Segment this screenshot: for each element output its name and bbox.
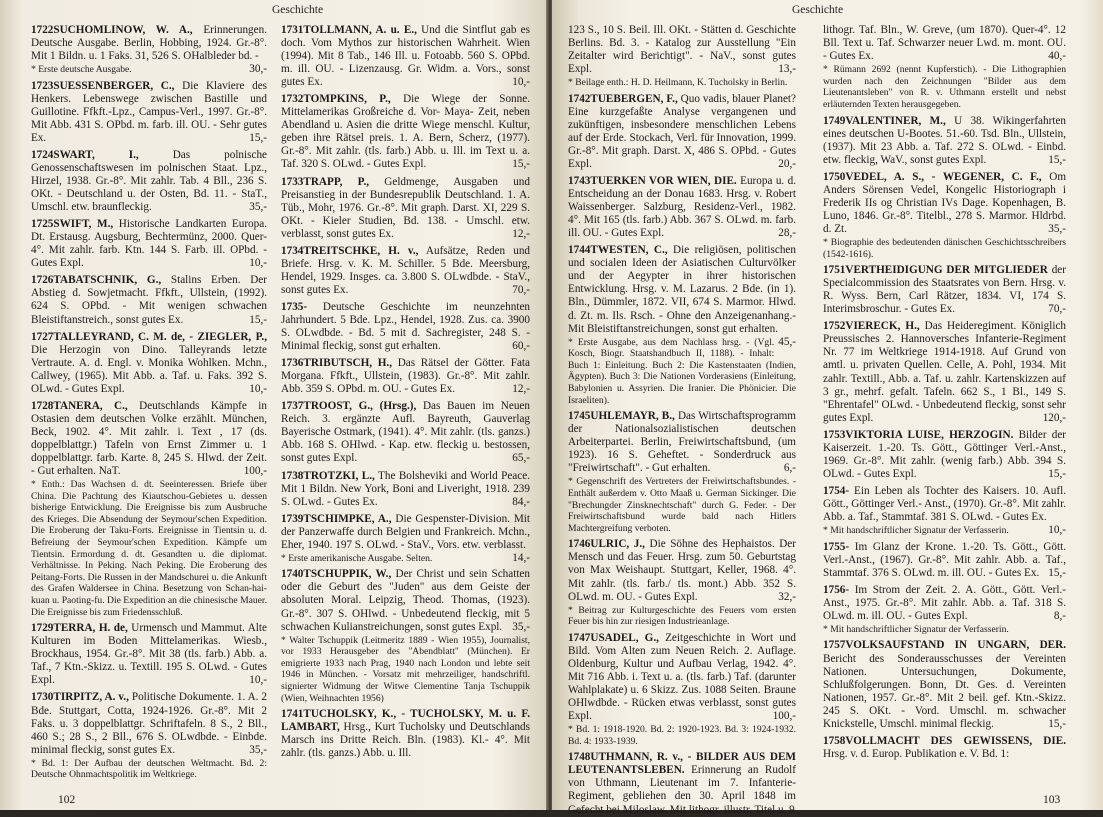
entry-footnote: * Erste deutsche Ausgabe. — [31, 64, 132, 76]
catalog-entry — [823, 115, 1066, 167]
catalog-entry — [281, 245, 530, 297]
entry-heading: ULRIC, J., — [590, 538, 645, 551]
entry-description: Bericht des Sonderausschusses der Vereinten Nationen. Untersuchungen, Dokumente, Schlußfolgerungen. Bonn, Dt. Ges. d. Vereinten Nationen, 1957. Gr.-8°. Mit 2 beil. gef. Ktn.-Skizz. 245 S. OKt. - Vord. Umschl. m. schwacher Knickstelle, Umschl. minimal fleckig. — [823, 652, 1066, 730]
entry-description: Deutsche Geschichte im neunzehnten Jahrhundert. 5 Bde. Lpz., Hendel, 1928. Zus. ca. 3900 S. OLwdbde. - Bd. 5 mit d. Sachregister, 248 S. - Minimal fleckig, sonst gut erhalten. — [281, 300, 531, 353]
entry-heading: TIRPITZ, A. v., — [53, 691, 129, 704]
entry-price: 20,- — [778, 158, 796, 171]
entry-description: U 38. Wikingerfahrten eines deutschen U-Bootes. 51.-60. Tsd. Bln., Ullstein, (1937). Mit 23 Abb. a. Taf. 272 S. OLwd. - Einbd. etw. fleckig, WaV., sonst gutes Expl. — [823, 114, 1067, 166]
entry-description: Hrsg. v. d. Europ. Publikation e. V. Bd. 1: — [823, 747, 1010, 760]
catalog-entry — [31, 274, 267, 326]
entry-heading: TANERA, C., — [53, 399, 128, 412]
entry-heading: TRAPP, P., — [303, 175, 370, 188]
catalog-entry — [823, 24, 1066, 111]
entry-description: Ein Leben als Tochter des Kaisers. 10. Aufl. Gött., Göttinger Verl.- Anst., (1970). Gr.-8°. Mit zahlr. Abb. a. Taf., Stammtaf. 381 S. OLwd. - Gutes Ex. — [823, 484, 1066, 523]
entry-footnote: * Enth.: Das Wachsen d. dt. Seeinteressen. Briefe über China. Die Pachtung des Kiautschou-Gebietes u. dessen bisherige Entwicklung. Die Ereignisse bis zum Ausbruche des Krieges. Die Absendung der Seymour'schen Expedition. Die Eroberung der Taku-Forts. Ereignisse in Tientsin u. d. Befreiung der Seymour'schen Expedition. Kämpfe um Tientsin. Ermordung d. dt. Gesandten u. die diplomat. Verhältnisse. In Peking. Nach Peking. Die Eroberung des Peitang-Forts. Die Russen in der Mandschurei u. die Ankunft des Grafen Waldersee in China. Besetzung von Schan-hai-kuan u. Paoting-fu. Die Expedition an die chinesische Mauer. Die Ereignisse bis zum Friedensschluß. — [31, 479, 267, 618]
entry-description: Bilder der Kaiserzeit. 1.-20. Ts. Gött., Göttinger Verl.-Anst., 1969. Gr.-8°. Mit zahlr. (wenig farb.) Abb. 394 S. OLwd. - Gutes Expl. — [823, 428, 1067, 480]
catalog-entry — [281, 470, 530, 509]
catalog-entry — [31, 218, 267, 270]
entry-description: 123 S., 10 S. Beil. Ill. OKt. - Stätten d. Geschichte Berlins. Bd. 3. - Katalog zur Ausstellung "Ein Zeitalter wird Berichtigt". - NaV., sonst gutes Expl. — [568, 24, 796, 76]
entry-heading: TOMPKINS, P., — [303, 93, 391, 106]
entry-description: Stalins Erben. Der Abstieg d. Sowjetmacht. Ffkft., Ullstein, (1992). 624 S. OPbd. - Mit wenigen schwachen Bleistiftanstreich., sonst gutes Ex. — [31, 274, 267, 326]
entry-description: Das Wirtschaftsprogramm der Nationalsozialistischen deutschen Arbeiterpartei. Berlin, Freiwirtschaftsbund, (um 1923). 16 S. Geheftet. - Sonderdruck aus "Freiwirtschaft". - Gut erhalten. — [568, 410, 796, 475]
entry-price: 15,- — [249, 131, 267, 144]
entry-footnote: * Erste amerikanische Ausgabe. Selten. — [281, 552, 433, 564]
catalog-entry — [281, 176, 530, 241]
entry-number: 1747 — [568, 631, 591, 644]
entry-heading: TRIBUTSCH, H., — [303, 357, 393, 370]
catalog-entry — [568, 538, 796, 627]
entry-number: 1746 — [568, 538, 591, 551]
entry-number: 1757 — [823, 639, 846, 652]
catalog-entry — [31, 149, 267, 214]
entry-price: 70,- — [1048, 303, 1066, 316]
entry-heading: SWART, I., — [53, 148, 139, 161]
entry-price: 35,- — [249, 743, 267, 756]
catalog-entry — [281, 400, 530, 465]
entry-heading: TSCHIMPKE, A., — [303, 512, 392, 525]
entry-description: Die Klaviere des Henkers. Lebenswege zwischen Bastille und Guillotine. Ffkft.-Lpz., Campus-Verl., 1997. Gr.-8°. Mit Abb. 431 S. OPbd. m. farb. ill. OU. - Sehr gutes Ex. — [31, 79, 268, 144]
catalog-entry — [568, 632, 796, 748]
entry-footnote: * Rümann 2692 (nennt Kupferstich). - Die Lithographien wurden nach den Zeichnungen "Bilder aus dem Lieutenantsleben" von R. v. Uthmann erstellt und nebst erläuternden Texten herausgegeben. — [823, 64, 1066, 110]
entry-heading: TROOST, G., (Hrsg.), — [303, 400, 417, 413]
catalog-column-2 — [281, 24, 530, 784]
entry-heading: VALENTINER, M., — [845, 114, 946, 127]
entry-heading: - — [845, 540, 850, 553]
entry-number: 1723 — [31, 79, 54, 92]
catalog-entry — [823, 429, 1066, 481]
entry-price: 120,- — [1042, 411, 1066, 424]
entry-price: 30,- — [249, 63, 267, 76]
catalog-entry — [31, 80, 267, 145]
catalog-entry — [568, 93, 796, 171]
entry-heading: UTHMANN, R. v., - BILDER AUS DEM LEUTENANTSLEBEN. — [568, 751, 796, 777]
entry-number: 1741 — [281, 708, 304, 721]
entry-number: 1742 — [568, 92, 591, 105]
entry-number: 1751 — [823, 264, 846, 277]
entry-price: 35,- — [249, 201, 267, 214]
entry-price: 10,- — [1048, 524, 1066, 537]
entry-description: Erinnerungen. Deutsche Ausgabe. Berlin, Hobbing, 1924. Gr.-8°. Mit 1 Bildn. u. 1 Faks. 31, 526 S. OHalbleder bd. - — [31, 24, 267, 63]
entry-number: 1753 — [823, 428, 846, 441]
entry-description: Im Strom der Zeit. 2. A. Gött., Gött. Verl.-Anst., 1975. Gr.-8°. Mit zahlr. Abb. a. Taf. 318 S. OLwd. m. ill. OU. - Gutes Expl. — [823, 583, 1067, 622]
entry-number: 1732 — [281, 93, 304, 106]
entry-description: Geldmenge, Ausgaben und Preisanstieg in der Bundesrepublik Deutschland. 1. A. Tüb., Mohr, 1976. Gr.-8°. Mit graph. Darst. XI, 229 S. OKt. - Kieler Studien, Bd. 138. - Umschl. etw. verblasst, sonst gutes Ex. — [281, 175, 530, 240]
entry-number: 1745 — [568, 410, 591, 423]
entry-heading: TUCHOLSKY, K., - TUCHOLSKY, M. u. F. LAMBART, — [281, 708, 530, 734]
entry-heading: USADEL, G., — [590, 631, 659, 644]
entry-price: 100,- — [772, 710, 796, 723]
catalog-entry — [823, 735, 1066, 761]
catalog-entry — [823, 541, 1066, 580]
entry-price: 10,- — [249, 257, 267, 270]
entry-description: Die religiösen, politischen und socialen Ideen der Asiatischen Culturvölker und der Aegypter in ihrer historischen Entwicklung. Hrsg. v. M. Lazarus. 2 Bde. (in 1). Bln., Dümmler, 1872. VII, 674 S. Marmor. Hlwd. d. Zt. m. Ils. Rsch. - Ohne den Anzeigenanhang.- Mit Bleistiftanstreichungen, sonst gut erhalten. — [568, 244, 796, 335]
entry-number: 1739 — [281, 512, 304, 525]
entry-number: 1748 — [568, 751, 591, 764]
entry-price: 15,- — [1048, 153, 1066, 166]
catalog-entry — [31, 691, 267, 780]
entry-number: 1758 — [823, 734, 846, 747]
entry-number: 1731 — [281, 24, 304, 36]
catalog-entry — [281, 513, 530, 565]
entry-heading: - — [845, 484, 850, 497]
entry-heading: TREITSCHKE, H. v., — [303, 244, 419, 257]
entry-footnote: * Bd. 1: 1918-1920. Bd. 2: 1920-1923. Bd. 3: 1924-1932. Bd. 4: 1933-1939. — [568, 724, 796, 747]
entry-footnote: * Mit handschriftlicher Signatur der Verfasserin. — [823, 525, 1009, 537]
catalog-column-4 — [823, 24, 1066, 784]
entry-number: 1734 — [281, 244, 304, 257]
catalog-entry — [31, 24, 267, 76]
entry-heading: SUESSENBERGER, C., — [53, 79, 175, 92]
entry-footnote: * Walter Tschuppik (Leitmeritz 1889 - Wien 1955), Journalist, vor 1933 Herausgeber des "Abendblatt" (München). Er emigrierte 1933 nach Prag, 1940 nach London und lebte seit 1946 in München. - Vorsatz mit mehrzeiliger, handschriftl. signierter Widmung der Witwe Clementine Tanja Tschuppik (Wien, Weihnachten 1956) — [281, 634, 530, 704]
entry-description: Historische Landkarten Europa. Dt. Erstausg. Augsburg, Bechtermünz, 2000. Quer-4°. Mit zahlr. farb. Ktn. 144 S. Farb. ill. OPbd. - Gutes Expl. — [31, 218, 267, 270]
entry-number: 1733 — [281, 175, 304, 188]
entry-description: Europa u. d. Entscheidung an der Donau 1683. Hrsg. v. Robert Waissenberger. Salzburg, Residenz-Verl., 1982. 4°. Mit 165 (tls. farb.) Abb. 367 S. OLwd. m. farb. ill. OU. - Gutes Expl. — [568, 175, 796, 240]
entry-description: Hrsg., Kurt Tucholsky und Deutschlands Marsch ins Dritte Reich. Bln. (1983). Kl.- 4°. Mit zahlr. (tls. ganzs.) Abb. u. Ill. — [281, 721, 531, 760]
catalog-entry — [281, 24, 530, 89]
entry-price: 70,- — [512, 283, 530, 296]
entry-heading: SUCHOMLINOW, W. A., — [53, 24, 193, 36]
entry-heading: TABATSCHNIK, G., — [53, 274, 162, 287]
entry-price: 15,- — [512, 158, 530, 171]
entry-price: 15,- — [1048, 566, 1066, 579]
catalog-entry — [823, 639, 1066, 730]
entry-description: lithogr. Taf. Bln., W. Greve, (um 1870). Quer-4°. 12 Bll. Text u. Taf. Schwarzer neuer Lwd. m. mont. OU. - Gutes Ex. — [823, 24, 1066, 63]
entry-number: 1756 — [823, 583, 846, 596]
entry-number: 1726 — [31, 274, 54, 287]
entry-heading: TSCHUPPIK, W., — [303, 568, 392, 581]
catalog-entry — [281, 301, 530, 353]
entry-number: 1722 — [31, 24, 54, 36]
entry-number: 1737 — [281, 400, 304, 413]
entry-price: 35,- — [512, 620, 530, 633]
entry-number: 1730 — [31, 691, 54, 704]
catalog-column-3 — [568, 24, 796, 816]
entry-number: 1729 — [31, 622, 54, 635]
entry-heading: VERTHEIDIGUNG DER MITGLIEDER — [845, 264, 1048, 277]
entry-price: 6,- — [783, 462, 796, 475]
entry-heading: UHLEMAYR, B., — [590, 410, 675, 423]
entry-description: Das Rätsel der Götter. Fata Morgana. Ffkft., Ullstein, (1983). Gr.-8°. Mit zahlr. Abb. 359 S. OPbd. m. OU. - Gutes Ex. — [281, 357, 531, 396]
entry-price: 10,- — [512, 76, 530, 89]
entry-price: 65,- — [512, 452, 530, 465]
catalog-entry — [823, 264, 1066, 316]
entry-number: 1740 — [281, 568, 304, 581]
page-number-right: 103 — [1043, 794, 1061, 806]
catalog-entry — [823, 171, 1066, 260]
entry-price: 32,- — [778, 590, 796, 603]
entry-footnote: * Biographie des bedeutenden dänischen Geschichtsschreibers (1542-1616). — [823, 236, 1066, 260]
entry-price: 12,- — [512, 227, 530, 240]
entry-heading: VOLLMACHT DES GEWISSENS, DIE. — [845, 734, 1066, 747]
entry-footnote: * Erste Ausgabe, aus dem Nachlass hrsg. - (Vgl. Kosch, Biogr. Staatshandbuch II, 1188). - Inhalt: Buch 1: Einleitung. Buch 2: Die Kastenstaaten (Indien, Ägypten). Buch 3: Die Nationen Vorderasiens (Einleitung, Babylonien u. Assyrien. Die Iranier. Die Phönicier. Die Israeliten). — [568, 336, 796, 406]
catalog-entry — [823, 485, 1066, 537]
entry-price: 100,- — [243, 465, 267, 478]
entry-description: Deutschlands Kämpfe in Ostasien dem deutschen Volke erzählt. München, Beck, 1902. 4°. Mit zahlr. i. Text , 17 (ds. doppelblattgr.) Tafeln von Ernst Zimmer u. 1 doppelblattgr. farb. Karte. 8, 245 S. Hlwd. der Zeit. - Gut erhalten. NaT. — [31, 399, 267, 478]
entry-number: 1754 — [823, 484, 846, 497]
entry-price: 15,- — [249, 313, 267, 326]
catalog-entry — [31, 331, 267, 396]
entry-heading: VIERECK, H., — [845, 320, 920, 333]
entry-price: 12,- — [512, 383, 530, 396]
entry-price: 60,- — [512, 340, 530, 353]
right-page — [552, 0, 1103, 816]
entry-heading: VEDEL, A. S., - WEGENER, C. F., — [845, 170, 1042, 183]
entry-description: der Specialcommission des Staatsrates von Bern. Hrsg. v. R. Wyss. Bern, Carl Rätzer, 1834. VI, 174 S. Interimsbroschur. - Gutes Ex. — [823, 264, 1066, 316]
entry-number: 1749 — [823, 114, 846, 127]
entry-number: 1755 — [823, 540, 846, 553]
entry-price: 14,- — [512, 551, 530, 564]
entry-heading: TROTZKI, L., — [303, 469, 375, 482]
entry-price: 15,- — [1048, 467, 1066, 480]
entry-heading: TALLEYRAND, C. M. de, - ZIEGLER, P., — [53, 330, 267, 343]
entry-heading: TERRA, H. de, — [53, 622, 128, 635]
running-head-right: Geschichte — [792, 4, 844, 16]
entry-heading: TOLLMANN, A. u. E., — [303, 24, 417, 36]
entry-heading: VOLKSAUFSTAND IN UNGARN, DER. — [845, 639, 1066, 652]
entry-price: 8,- — [1053, 609, 1066, 622]
entry-number: 1727 — [31, 330, 54, 343]
entry-number: 1744 — [568, 244, 591, 257]
entry-number: 1725 — [31, 218, 54, 231]
entry-price: 45,- — [778, 335, 796, 348]
entry-number: 1728 — [31, 399, 54, 412]
catalog-entry — [281, 708, 530, 760]
entry-price: 10,- — [249, 674, 267, 687]
entry-description: Politische Dokumente. 1. A. 2 Bde. Stuttgart, Cotta, 1924-1926. Gr.-8°. Mit 2 Faks. u. 3 doppelblattgr. Schriftafeln. 8 S., 2 Bll., 460 S.; 28 S., 2 Bll., 676 S. OLwdbde. - Einbde. minimal fleckig, sonst gutes Ex. — [31, 691, 267, 756]
catalog-entry — [568, 244, 796, 406]
entry-footnote: * Beitrag zur Kulturgeschichte des Feuers vom ersten Feuer bis hin zur riesigen Industrieanlage. — [568, 604, 796, 628]
entry-footnote: * Gegenschrift des Vertreters der Freiwirtschaftsbundes. - Enthält außerdem v. Otto Maaß u. German Sickinger. Die "Brechungder Zinsknechtschaft" durch G. Feder. - Der Freiwirtschaftsbund wurde bald nach Hitlers Machtergreifung verboten. — [568, 476, 796, 534]
catalog-entry — [31, 400, 267, 618]
entry-description: Die Gespenster-Division. Mit der Panzerwaffe durch Belgien und Frankreich. Mchn., Eher, 1940. 197 S. OLwd. - StaV., Vors. etw. verblasst. — [281, 512, 531, 551]
entry-price: 40,- — [1048, 50, 1066, 63]
entry-description: Der Christ und sein Schatten oder die Geburt des "Juden" aus dem Geiste der absoluten Moral. Leipzig, Theod. Thomas, (1923). Gr.-8°. 307 S. OHlwd. - Unbedeutend fleckig, mit 5 schwachen Kulianstreichungen, sonst gutes Expl. — [281, 568, 530, 633]
entry-description: Das polnische Genossenschaftswesen im polnischen Staat. Lpz., Hirzel, 1938. Gr.-8°. Mit zahlr. Tab. 4 Bll., 236 S. OKt. - Deutschland u. der Osten, Bd. 11. - StaT., Umschl. etw. braunfleckig. — [31, 148, 268, 214]
entry-number: 1743 — [568, 175, 591, 188]
entry-number: 1752 — [823, 320, 846, 333]
catalog-entry — [281, 93, 530, 171]
catalog-entry — [281, 568, 530, 704]
entry-price: 10,- — [249, 382, 267, 395]
entry-number: 1724 — [31, 148, 54, 161]
entry-description: Zeitgeschichte in Wort und Bild. Vom Alten zum Neuen Reich. 2. Auflage. Oldenburg, Kultur und Aufbau Verlag, 1942. 4°. Mit 716 Abb. i. Text u. a. (tls. farb.) Taf. (darunter Wahlplakate) u. 6 Skizz. Zus. 1088 Seiten. Braune OHlwdbde. - Rücken etwas verblasst, sonst gutes Expl. — [568, 631, 796, 723]
entry-price: 84,- — [512, 495, 530, 508]
left-page — [0, 0, 548, 810]
entry-description: The Bolsheviki and World Peace. Mit 1 Bildn. New York, Boni and Liveright, 1918. 239 S. OLwd. - Gutes Ex. — [281, 469, 530, 508]
catalog-entry — [568, 24, 796, 89]
entry-footnote: * Beilage enth.: H. D. Heilmann, K. Tucholsky in Berlin. — [568, 77, 788, 89]
entry-heading: TWESTEN, C., — [590, 244, 668, 257]
catalog-entry — [568, 751, 796, 816]
entry-number: 1750 — [823, 170, 846, 183]
entry-description: Das Heideregiment. Königlich Preussisches 2. Hannoversches Infanterie-Regiment Nr. 77 im Weltkriege 1914-1918. Auf Grund von amtl. u. privaten Quellen. Celle, A. Pohl, 1934. Mit zahlr. Textill., Abb. a. Taf. u. zahlr. Kartenskizzen auf 3 gr., mehrf. gefalt. Tafeln. 662 S., 1 Bl., 149 S. "Ehrentafel" OLwd. - Unbedeutend fleckig, sonst sehr gutes Expl. — [823, 320, 1067, 424]
entry-heading: SWIFT, M., — [53, 218, 114, 231]
entry-description: Aufsätze, Reden und Briefe. Hrsg. v. K. M. Schiller. 5 Bde. Meersburg, Hendel, 1929. Insges. ca. 3.800 S. OLwdbde. - StaV., sonst gutes Ex. — [281, 244, 531, 296]
entry-heading: - — [303, 300, 308, 313]
entry-description: Das Bauen im Neuen Reich. 3. ergänzte Aufl. Bayreuth, Gauverlag Bayerische Ostmark, (1941). 4°. Mit zahlr. (tls. ganzs.) Abb. 168 S. OHlwd. - Kap. etw. fleckig u. bestossen, sonst gutes Expl. — [281, 400, 530, 465]
page-number-left: 102 — [58, 794, 76, 806]
entry-heading: - — [845, 583, 850, 596]
entry-heading: VIKTORIA LUISE, HERZOGIN. — [845, 428, 1014, 441]
catalog-entry — [31, 622, 267, 687]
entry-description: Im Glanz der Krone. 1.-20. Ts. Gött., Gött. Verl.-Anst., (1967). Gr.-8°. Mit zahlr. Abb. a. Taf., Stammtaf. 376 S. OLwd. m. ill. OU. - Gutes Ex. — [823, 540, 1067, 579]
catalog-entry — [568, 410, 796, 534]
catalog-entry — [823, 584, 1066, 636]
catalog-entry — [823, 320, 1066, 424]
entry-description: Die Söhne des Hephaistos. Der Mensch und das Feuer. Hrsg. zum 50. Geburtstag von Max Weishaupt. Stuttgart, Keller, 1968. 4°. Mit zahlr. (tls. farb./ tls. mont.) Abb. 352 S. OLwd. m. OU. - Gutes Expl. — [568, 538, 796, 603]
running-head-left: Geschichte — [272, 4, 324, 16]
entry-price: 13,- — [778, 63, 796, 76]
entry-description: Die Herzogin von Dino. Talleyrands letzte Vertraute. A. d. Engl. v. Monika Wohlken. Mchn., Callwey, (1965). Mit Abb. a. Taf. u. Faks. 392 S. OLwd. - Gutes Expl. — [31, 343, 267, 395]
catalog-column-1 — [31, 24, 267, 784]
entry-description: Om Anders Sörensen Vedel, Kongelic Historiograph i Frederik IIs og Christian IVs Dage. Kopenhagen, B. Luno, 1846. Gr.-8°. Titelbl., 278 S. Marmor. Hldrbd. d. Zt. — [823, 170, 1067, 235]
entry-description: Quo vadis, blauer Planet? Eine kurzgefaßte Analyse vergangenen und zukünftigen, insbesondere menschlichen Lebens auf der Erde. Stockach, Verl. für Innovation, 1999. Gr.-8°. Mit graph. Darst. X, 486 S. OPbd. - Gutes Expl. — [568, 92, 796, 171]
entry-number: 1738 — [281, 469, 304, 482]
entry-price: 28,- — [778, 227, 796, 240]
entry-price: 15,- — [1048, 717, 1066, 730]
entry-number: 1736 — [281, 357, 304, 370]
entry-description: Erinnerung an Rudolf von Uthmann, Lieutenant im 7. Infanterie-Regiment, gebliehen den 30. April 1848 im Gefecht bei Miloslaw. Mit lithogr. illustr. Titel u. 9 — [568, 764, 796, 816]
catalog-entry — [568, 175, 796, 240]
catalog-entry — [281, 357, 530, 396]
entry-price: 35,- — [1048, 222, 1066, 235]
entry-description: Die Wiege der Sonne. Mittelamerikas Großreiche d. Vor- Maya- Zeit, neben Abendland u. Asien die dritte Wiege menschl. Kultur, geben ihre Rätsel preis. 1. A. Bern, Scherz, (1977). Gr.-8°. Mit zahlr. (tls. farb.) Abb. u. Ill. im Text u. a. Taf. 320 S. OLwd. - Gutes Expl. — [281, 93, 530, 171]
entry-description: Urmensch und Mammut. Alte Kulturen im Boden Mittelamerikas. Wiesb., Brockhaus, 1954. Gr.-8°. Mit 38 (tls. farb.) Abb. a. Taf., 7 Ktn.-Skizz. u. Textill. 195 S. OLwd. - Gutes Expl. — [31, 622, 267, 687]
entry-footnote: * Bd. 1: Der Aufbau der deutschen Weltmacht. Bd. 2: Deutsche Ohnmachtspolitik im Weltkriege. — [31, 757, 267, 781]
entry-heading: TUERKEN VOR WIEN, DIE. — [590, 175, 737, 188]
entry-number: 1735 — [281, 300, 304, 313]
entry-description: Und die Sintflut gab es doch. Vom Mythos zur historischen Wahrheit. Wien (1994). Mit 8 Tab., 146 Ill. u. Fotoabb. 560 S. OPbd. m. ill. OU. - Lizenzausg. Gr. Widm. a. Vors., sonst gutes Ex. — [281, 24, 530, 89]
entry-heading: TUEBERGEN, F., — [590, 92, 678, 105]
entry-footnote: * Mit handschriftlicher Signatur der Verfasserin. — [823, 623, 1009, 635]
